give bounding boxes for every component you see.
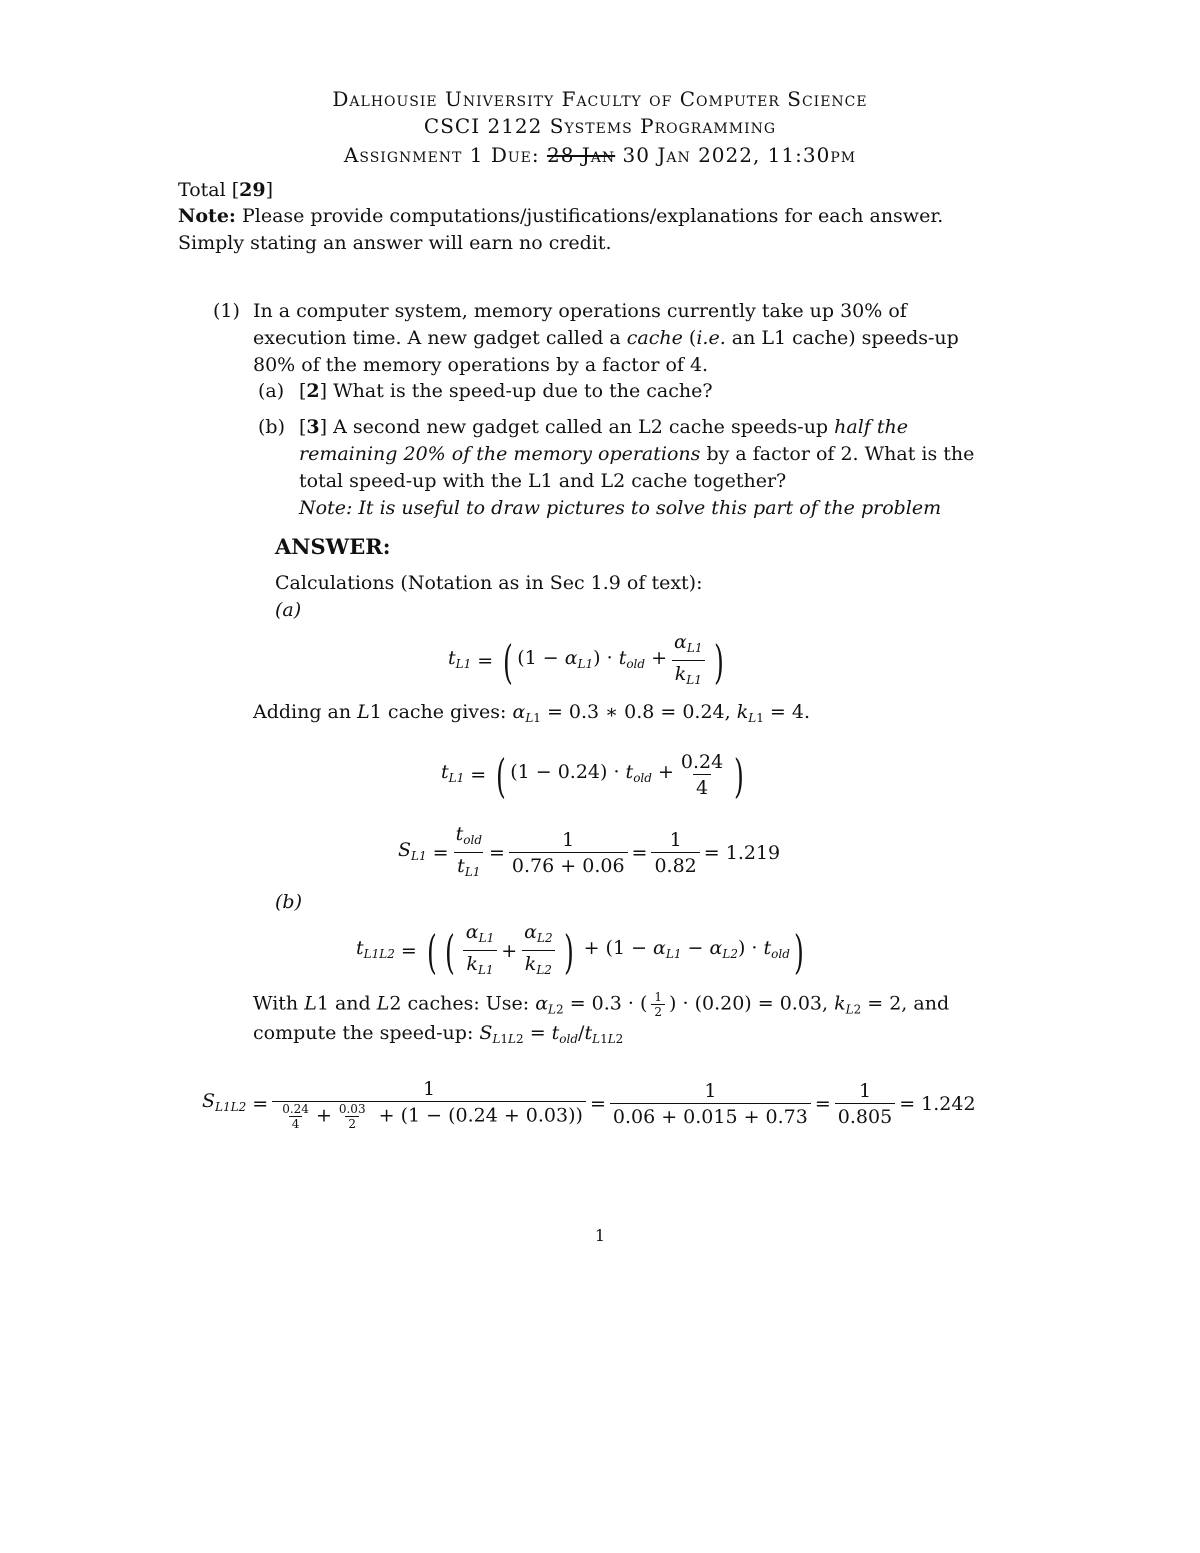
eq4-lhs: $t_{L1L2}$ bbox=[356, 937, 395, 961]
eq3-eq1: = bbox=[426, 842, 449, 864]
eq4-frac-2 bbox=[521, 920, 555, 983]
q1b-text-1: A second new gadget called an L2 cache speeds-up bbox=[327, 416, 835, 438]
equation-2 bbox=[441, 750, 748, 801]
eq3-frac-1 bbox=[453, 822, 485, 885]
half-den: 2 bbox=[651, 1004, 665, 1019]
answer-heading bbox=[275, 533, 390, 561]
eq4-frac2-den: $k_{L2}$ bbox=[522, 950, 555, 983]
half-num: 1 bbox=[654, 990, 663, 1004]
eq5-frac3-num: 1 bbox=[858, 1079, 872, 1102]
eq3-frac-2 bbox=[509, 828, 628, 879]
note-line bbox=[178, 203, 943, 230]
eq5-small1-num: 0.24 bbox=[282, 1102, 309, 1116]
q1-number: (1) bbox=[213, 300, 240, 322]
eq5-eq2: = bbox=[589, 1092, 606, 1115]
q1b-line-3: total speed-up with the L1 and L2 cache together? bbox=[299, 470, 787, 492]
equation-5 bbox=[202, 1077, 976, 1131]
eq4-frac1-den: $k_{L1}$ bbox=[463, 950, 496, 983]
q1a-question: What is the speed-up due to the cache? bbox=[327, 380, 713, 402]
q1a-label: (a) bbox=[258, 380, 285, 402]
eq1-equals: = bbox=[471, 650, 500, 672]
q1b-italic-1: half the bbox=[834, 416, 908, 438]
header-line-1: Dalhousie University Faculty of Computer Science bbox=[332, 87, 868, 111]
eq5-rest: + (1 − (0.24 + 0.03)) bbox=[372, 1104, 583, 1127]
part-a-label bbox=[275, 597, 301, 624]
equation-1 bbox=[448, 630, 727, 693]
q1-line-1: In a computer system, memory operations currently take up 30% of bbox=[253, 300, 907, 322]
eq2-close-paren: ) bbox=[734, 748, 745, 803]
eq1-lhs: $t_{L1}$ bbox=[448, 647, 472, 671]
eq4-open-paren-outer: ( bbox=[426, 924, 437, 979]
eq4-close-paren-outer: ) bbox=[793, 924, 804, 979]
eq5-small2-num: 0.03 bbox=[338, 1102, 366, 1116]
eq5-eq3: = bbox=[814, 1092, 831, 1115]
eq4-term: + $(1 - \alpha_{L1} - \alpha_{L2}) \cdot t_{old}$ bbox=[577, 937, 790, 961]
eq4-frac-1 bbox=[463, 920, 497, 983]
with-l1-l2-line-1: With L1 and L2 caches: Use: $\alpha_{L2} = 0.3$ · ( $\frac{1}{2}$ ) · (0.20) = 0.03, $k_{L2} = 2$, and bbox=[253, 990, 950, 1019]
part-b-text: (b) bbox=[275, 891, 302, 913]
total-label: Total [ bbox=[178, 179, 240, 201]
answer-heading-text: ANSWER: bbox=[275, 534, 391, 559]
eq3-frac3-num: 1 bbox=[669, 829, 682, 851]
eq5-frac-1 bbox=[272, 1077, 586, 1131]
eq3-frac2-num: 1 bbox=[562, 829, 575, 851]
eq1-open-paren: ( bbox=[503, 634, 514, 689]
eq3-frac1-den: $t_{L1}$ bbox=[454, 852, 483, 885]
eq3-frac-3 bbox=[651, 828, 699, 879]
eq3-eq3: = bbox=[631, 842, 648, 864]
eq2-open-paren: ( bbox=[496, 748, 507, 803]
eq4-plus: + bbox=[501, 940, 518, 962]
eq5-frac-2 bbox=[610, 1079, 811, 1130]
q1b-note bbox=[299, 495, 941, 522]
q1-line-2a: execution time. A new gadget called a bbox=[253, 327, 627, 349]
eq2-lhs: $t_{L1}$ bbox=[441, 761, 465, 785]
q1b-note-text: Note: It is useful to draw pictures to solve this part of the problem bbox=[299, 497, 942, 519]
part-a-text: (a) bbox=[275, 599, 302, 621]
header-line-3 bbox=[0, 142, 1200, 169]
eq2-paren-text: (1 − 0.24) · bbox=[510, 761, 626, 783]
eq5-lhs: $S_{L1L2}$ bbox=[202, 1089, 247, 1114]
eq3-eq2: = bbox=[489, 842, 505, 864]
note-line-2: Simply stating an answer will earn no credit. bbox=[178, 232, 612, 254]
q1a-text: [2] What is the speed-up due to the cache? bbox=[299, 380, 713, 402]
note-text: Please provide computations/justifications/explanations for each answer. bbox=[235, 205, 944, 227]
part-b-label bbox=[275, 889, 302, 916]
page-number: 1 bbox=[594, 1226, 606, 1245]
q1-cache-term: cache bbox=[626, 327, 683, 349]
q1a-points: 2 bbox=[306, 380, 320, 402]
eq1-den: $k_{L1}$ bbox=[672, 660, 705, 693]
eq5-small-frac-2 bbox=[336, 1102, 369, 1131]
eq4-frac1-num: $\alpha_{L1}$ bbox=[465, 921, 495, 945]
struck-date: 28 Jan bbox=[546, 143, 616, 167]
eq5-small-frac-1 bbox=[279, 1102, 312, 1131]
calc-intro: Calculations (Notation as in Sec 1.9 of text): bbox=[275, 572, 703, 594]
eq5-frac1-num: 1 bbox=[423, 1078, 436, 1100]
total-value: 29 bbox=[239, 179, 266, 201]
equation-3 bbox=[398, 822, 780, 885]
q1b-line-1: [3] A second new gadget called an L2 cache speeds-up half the bbox=[299, 416, 908, 438]
eq4-equals: = bbox=[394, 940, 423, 962]
eq5-frac3-den: 0.805 bbox=[835, 1103, 895, 1130]
q1b-label: (b) bbox=[258, 416, 285, 438]
eq2-term1: $(1 - 0.24) \cdot t_{old}$ + bbox=[510, 761, 674, 785]
q1-line-3: 80% of the memory operations by a factor of 4. bbox=[253, 354, 709, 376]
half-fraction bbox=[651, 990, 665, 1019]
q1b-line-2 bbox=[299, 441, 974, 468]
q1-line-2c: an L1 cache) speeds-up bbox=[725, 327, 959, 349]
note-label: Note: bbox=[178, 205, 236, 227]
eq2-equals: = bbox=[464, 764, 493, 786]
eq1-fraction bbox=[671, 630, 705, 693]
eq4-close-paren-inner: ) bbox=[563, 924, 574, 979]
equation-4 bbox=[356, 920, 808, 983]
eq1-num: $\alpha_{L1}$ bbox=[674, 631, 703, 655]
q1b-text-2: by a factor of 2. What is the bbox=[700, 443, 975, 465]
eq3-frac3-den: 0.82 bbox=[651, 852, 699, 879]
eq3-frac2-den: 0.76 + 0.06 bbox=[509, 852, 628, 879]
total-line bbox=[178, 177, 273, 204]
adding-l1-line: Adding an L1 cache gives: $\alpha_{L1} = 0.3$ ∗ 0.8 = 0.24, $k_{L1} = 4$. bbox=[253, 701, 810, 725]
eq5-frac-3 bbox=[835, 1079, 895, 1130]
q1-line-2b: ( bbox=[682, 327, 697, 349]
eq5-frac2-den: 0.06 + 0.015 + 0.73 bbox=[610, 1103, 811, 1130]
q1b-italic-2: remaining 20% of the memory operations bbox=[299, 443, 701, 465]
eq2-fraction bbox=[678, 750, 726, 801]
eq5-frac1-den: $\frac{0.24}{4}$ + $\frac{0.03}{2}$ + (1 − (0.24 + 0.03)) bbox=[272, 1101, 586, 1131]
due-prefix: Assignment 1 Due: bbox=[343, 143, 547, 167]
q1-ie: i.e. bbox=[696, 327, 726, 349]
q1b-points: 3 bbox=[306, 416, 320, 438]
eq2-den: 4 bbox=[693, 774, 711, 801]
eq3-lhs: $S_{L1}$ bbox=[398, 839, 427, 863]
q1-line-2 bbox=[253, 325, 959, 352]
eq5-small1-den: 4 bbox=[289, 1116, 303, 1131]
eq5-eq1: = bbox=[246, 1092, 269, 1115]
header-line-2: CSCI 2122 Systems Programming bbox=[423, 114, 777, 138]
eq5-small2-den: 2 bbox=[345, 1116, 359, 1131]
total-close: ] bbox=[265, 179, 274, 201]
eq4-open-paren-inner: ( bbox=[444, 924, 455, 979]
eq2-num: 0.24 bbox=[680, 751, 724, 773]
eq4-frac2-num: $\alpha_{L2}$ bbox=[524, 921, 553, 945]
eq3-frac1-num: $t_{old}$ bbox=[455, 823, 482, 847]
with-l1-l2-line-2: compute the speed-up: $S_{L1L2} = t_{old}/t_{L1L2}$ bbox=[253, 1022, 624, 1046]
eq5-result: = 1.242 bbox=[899, 1092, 976, 1115]
eq1-term1: $(1 - \alpha_{L1}) \cdot t_{old}$ + bbox=[517, 647, 668, 671]
eq1-close-paren: ) bbox=[713, 634, 724, 689]
eq5-frac2-num: 1 bbox=[704, 1079, 717, 1102]
due-date: 30 Jan 2022, 11:30pm bbox=[615, 143, 857, 167]
eq3-result: = 1.219 bbox=[703, 842, 781, 864]
